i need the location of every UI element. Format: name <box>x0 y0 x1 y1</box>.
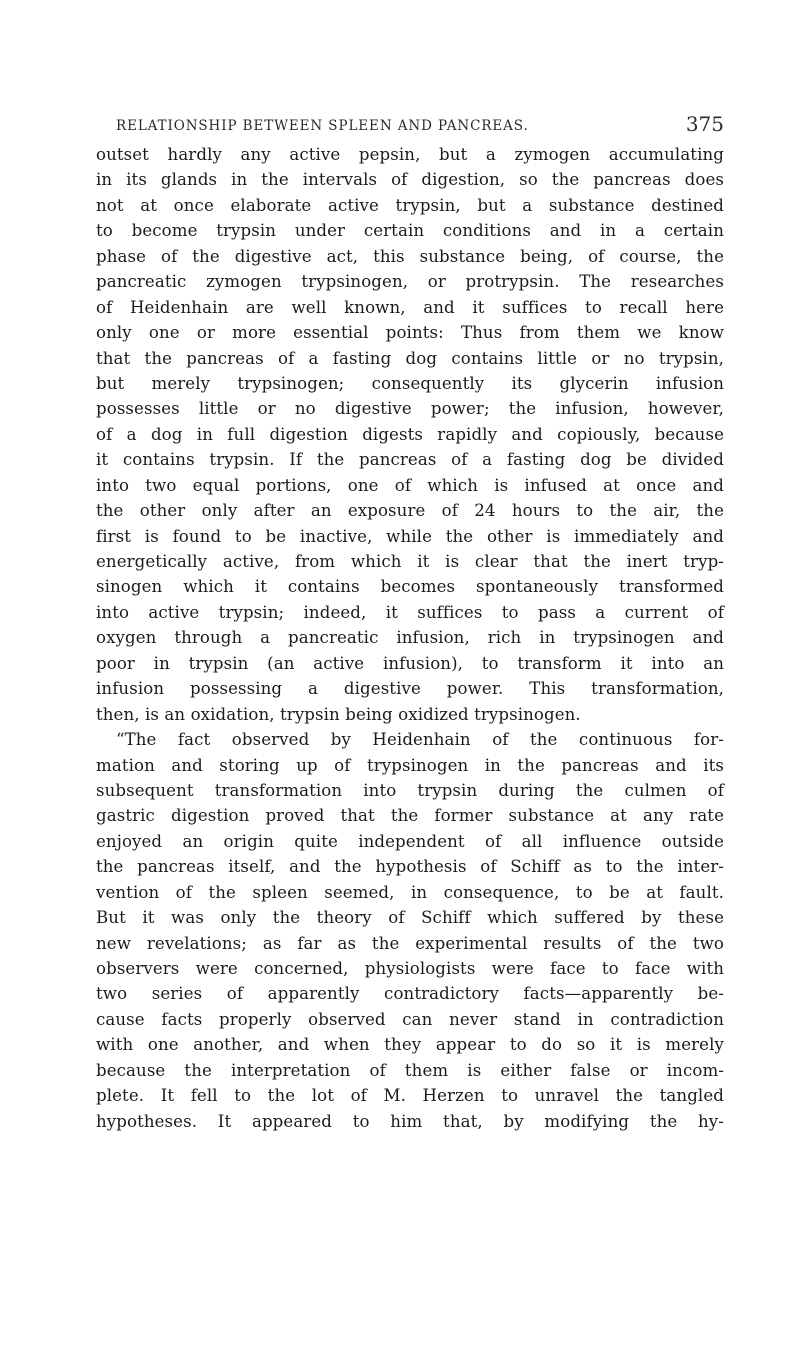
text-line: to become trypsin under certain conditions and in a certain <box>96 221 724 241</box>
text-line: mation and storing up of trypsinogen in the pancreas and its <box>96 755 724 775</box>
text-line: But it was only the theory of Schiff which suffered by these <box>96 908 724 928</box>
text-line: the pancreas itself, and the hypothesis of Schiff as to the inter- <box>96 857 724 877</box>
running-head: RELATIONSHIP BETWEEN SPLEEN AND PANCREAS. <box>116 118 529 134</box>
text-line: cause facts properly observed can never stand in contradiction <box>96 1009 724 1029</box>
text-line: because the interpretation of them is either false or incom- <box>96 1060 724 1080</box>
text-line: gastric digestion proved that the former substance at any rate <box>96 806 724 826</box>
text-line: two series of apparently contradictory facts—apparently be- <box>96 984 724 1004</box>
text-line: the other only after an exposure of 24 hours to the air, the <box>96 501 724 521</box>
text-line: it contains trypsin. If the pancreas of a fasting dog be divided <box>96 450 724 470</box>
text-line: possesses little or no digestive power; the infusion, however, <box>96 399 724 419</box>
text-line: energetically active, from which it is clear that the inert tryp- <box>96 552 724 571</box>
text-line: poor in trypsin (an active infusion), to transform it into an <box>96 653 724 673</box>
text-line: first is found to be inactive, while the other is immediately and <box>96 526 724 546</box>
text-line: that the pancreas of a fasting dog contains little or no trypsin, <box>96 348 724 368</box>
text-line: new revelations; as far as the experimental results of the two <box>96 933 724 953</box>
text-line: of a dog in full digestion digests rapidly and copiously, because <box>96 424 724 444</box>
text-line: subsequent transformation into trypsin during the culmen of <box>96 780 724 800</box>
text-line: not at once elaborate active trypsin, but a substance destined <box>96 195 724 215</box>
text-line: into two equal portions, one of which is infused at once and <box>96 475 724 495</box>
text-line: into active trypsin; indeed, it suffices to pass a current of <box>96 602 724 622</box>
page-number: 375 <box>685 112 724 136</box>
text-line: with one another, and when they appear to do so it is merely <box>96 1035 724 1055</box>
text-line: hypotheses. It appeared to him that, by modifying the hy- <box>96 1111 724 1131</box>
text-line: “The fact observed by Heidenhain of the continuous for- <box>116 730 724 750</box>
text-line: outset hardly any active pepsin, but a zymogen accumulating <box>96 145 724 164</box>
text-line: then, is an oxidation, trypsin being oxidized trypsinogen. <box>96 704 581 724</box>
text-line: only one or more essential points: Thus from them we know <box>96 323 724 343</box>
text-line: enjoyed an origin quite independent of all influence outside <box>96 831 724 851</box>
text-line: of Heidenhain are well known, and it suffices to recall here <box>96 297 724 317</box>
page-header <box>96 112 724 142</box>
text-line: but merely trypsinogen; consequently its glycerin infusion <box>96 373 724 393</box>
text-line: in its glands in the intervals of digestion, so the pancreas does <box>96 170 724 190</box>
body-text <box>96 142 724 1134</box>
text-line: vention of the spleen seemed, in consequence, to be at fault. <box>96 882 724 902</box>
text-line: observers were concerned, physiologists were face to face with <box>96 959 724 978</box>
text-line: oxygen through a pancreatic infusion, rich in trypsinogen and <box>96 628 724 648</box>
text-line: infusion possessing a digestive power. This transformation, <box>96 679 724 699</box>
text-line: plete. It fell to the lot of M. Herzen to unravel the tangled <box>96 1086 724 1106</box>
text-line: phase of the digestive act, this substance being, of course, the <box>96 246 724 266</box>
text-line: sinogen which it contains becomes spontaneously transformed <box>96 577 724 597</box>
text-line: pancreatic zymogen trypsinogen, or protrypsin. The researches <box>96 272 724 292</box>
